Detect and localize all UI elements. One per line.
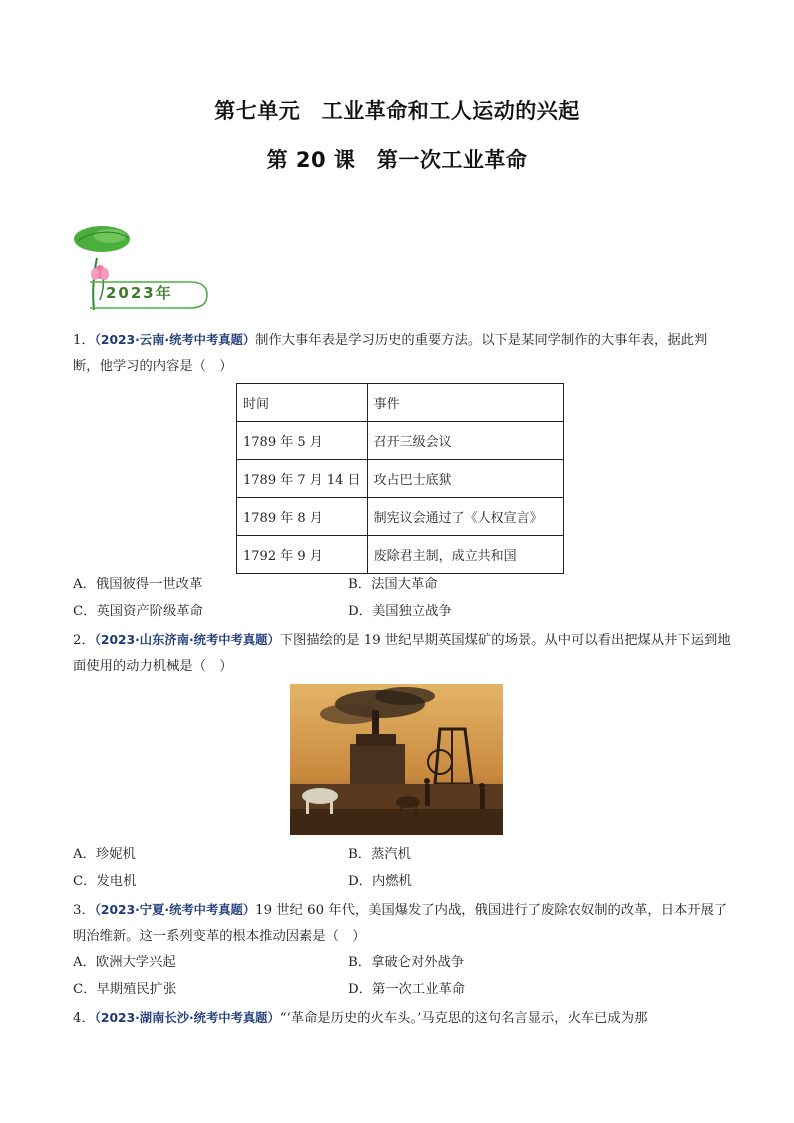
table-row [237,422,564,460]
question-1 [73,327,733,380]
question-source: （2023·宁夏·统考中考真题） [94,903,256,917]
question-stem: 19 世纪 60 年代，美国爆发了内战，俄国进行了废除农奴制的改革，日本开展了明治维新。这一系列变革的根本推动因素是（ ） [73,903,728,944]
option-b[interactable]: B．法国大革命 [348,577,438,592]
option-c[interactable]: C．英国资产阶级革命 [73,604,203,619]
table-cell: 1792 年 9 月 [237,536,368,574]
table-row [237,536,564,574]
table-header-cell: 时间 [237,384,368,422]
option-a[interactable]: A．珍妮机 [73,847,136,862]
question-number: 3． [73,903,95,918]
option-a[interactable]: A．俄国彼得一世改革 [73,577,203,592]
question-stem: 制作大事年表是学习历史的重要方法。以下是某同学制作的大事年表，据此判断，他学习的内容是（ ） [73,333,708,374]
table-cell: 1789 年 7 月 14 日 [237,460,368,498]
option-c[interactable]: C．发电机 [73,874,137,889]
unit-title: 第七单元 工业革命和工人运动的兴起 [214,99,580,123]
question-number: 2． [73,633,95,648]
question-source: （2023·湖南长沙·统考中考真题） [94,1011,280,1025]
table-header-row [237,384,564,422]
question-2 [73,627,733,680]
option-d[interactable]: D．第一次工业革命 [348,982,466,997]
year-label: 2023年 [106,284,173,302]
table-row [237,460,564,498]
option-b[interactable]: B．蒸汽机 [348,847,411,862]
question-source: （2023·云南·统考中考真题） [94,333,256,347]
option-c[interactable]: C．早期殖民扩张 [73,982,177,997]
question-source: （2023·山东济南·统考中考真题） [94,633,280,647]
table-cell: 废除君主制，成立共和国 [367,536,563,574]
table-row [237,498,564,536]
question-stem: 下图描绘的是 19 世纪早期英国煤矿的场景。从中可以看出把煤从井下运到地面使用的动力机械是（ ） [73,633,731,674]
table-cell: 攻占巴士底狱 [367,460,563,498]
question-stem: “‘革命是历史的火车头。’马克思的这句名言显示，火车已成为那 [279,1011,648,1026]
question-number: 1． [73,333,95,348]
question-4 [73,1005,733,1032]
option-b[interactable]: B．拿破仑对外战争 [348,955,465,970]
table-cell: 1789 年 8 月 [237,498,368,536]
option-d[interactable]: D．美国独立战争 [348,604,452,619]
table-cell: 召开三级会议 [367,422,563,460]
events-table [236,383,564,574]
question-3 [73,897,733,950]
option-a[interactable]: A．欧洲大学兴起 [73,955,176,970]
table-cell: 制宪议会通过了《人权宣言》 [367,498,563,536]
lesson-title: 第 20 课 第一次工业革命 [266,148,528,172]
coal-mine-illustration [290,684,503,835]
table-cell: 1789 年 5 月 [237,422,368,460]
table-header-cell: 事件 [367,384,563,422]
year-badge [70,222,215,314]
option-d[interactable]: D．内燃机 [348,874,412,889]
question-number: 4． [73,1011,95,1026]
